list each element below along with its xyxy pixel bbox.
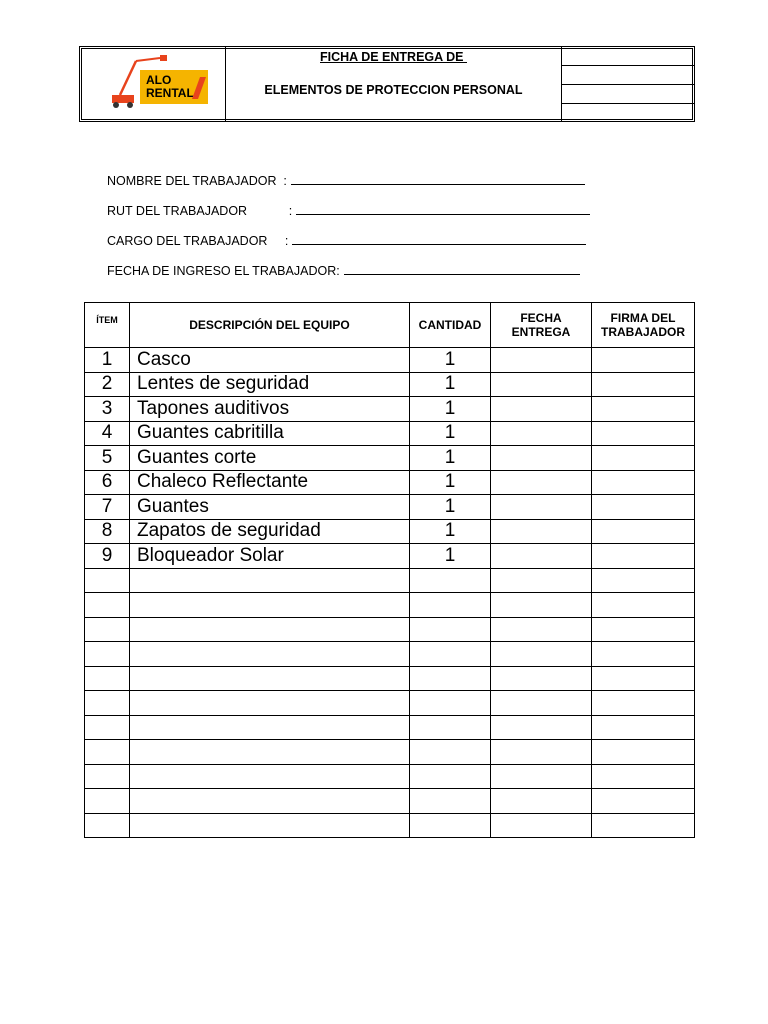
item-firma-cell[interactable]: [592, 642, 695, 667]
code-box: [562, 47, 694, 66]
item-firma-cell[interactable]: [592, 421, 695, 446]
svg-text:RENTAL: RENTAL: [146, 86, 194, 100]
item-fecha-entrega-cell[interactable]: [491, 568, 592, 593]
item-firma-cell[interactable]: [592, 495, 695, 520]
item-description-cell: [130, 789, 410, 814]
field-cargo-line[interactable]: [292, 233, 586, 245]
item-fecha-entrega-cell[interactable]: [491, 764, 592, 789]
item-firma-cell[interactable]: [592, 617, 695, 642]
code-box: [562, 104, 694, 122]
table-row: [85, 813, 695, 838]
item-fecha-entrega-cell[interactable]: [491, 593, 592, 618]
item-fecha-entrega-cell[interactable]: [491, 789, 592, 814]
table-row: [85, 544, 695, 569]
item-firma-cell[interactable]: [592, 691, 695, 716]
field-nombre-line[interactable]: [291, 173, 585, 185]
item-quantity-cell: 1: [410, 421, 491, 446]
field-rut-label: RUT DEL TRABAJADOR :: [107, 204, 293, 218]
item-firma-cell[interactable]: [592, 813, 695, 838]
item-quantity-cell: [410, 593, 491, 618]
item-number-cell: [85, 666, 130, 691]
item-quantity-cell: 1: [410, 348, 491, 373]
item-fecha-entrega-cell[interactable]: [491, 372, 592, 397]
table-row: [85, 397, 695, 422]
col-header-fecha: FECHA ENTREGA: [491, 303, 592, 348]
item-number-cell: [85, 642, 130, 667]
item-description-cell: Zapatos de seguridad: [130, 519, 410, 544]
item-description-cell: Guantes: [130, 495, 410, 520]
item-fecha-entrega-cell[interactable]: [491, 470, 592, 495]
header-title-cell: [226, 47, 562, 121]
item-quantity-cell: [410, 789, 491, 814]
item-number-cell: [85, 789, 130, 814]
item-description-cell: Casco: [130, 348, 410, 373]
field-rut-line[interactable]: [296, 203, 590, 215]
item-quantity-cell: [410, 642, 491, 667]
item-firma-cell[interactable]: [592, 568, 695, 593]
item-firma-cell[interactable]: [592, 764, 695, 789]
item-quantity-cell: [410, 764, 491, 789]
item-fecha-entrega-cell[interactable]: [491, 397, 592, 422]
table-row: [85, 666, 695, 691]
item-description-cell: [130, 666, 410, 691]
item-number-cell: [85, 813, 130, 838]
item-firma-cell[interactable]: [592, 593, 695, 618]
table-row: [85, 715, 695, 740]
form-title-line1: FICHA DE ENTREGA DE: [320, 50, 467, 64]
item-number-cell: 9: [85, 544, 130, 569]
table-row: [85, 495, 695, 520]
table-row: [85, 642, 695, 667]
field-cargo[interactable]: [107, 233, 586, 248]
item-firma-cell[interactable]: [592, 666, 695, 691]
field-fecha-line[interactable]: [344, 263, 580, 275]
item-fecha-entrega-cell[interactable]: [491, 421, 592, 446]
item-firma-cell[interactable]: [592, 544, 695, 569]
item-number-cell: [85, 593, 130, 618]
item-fecha-entrega-cell[interactable]: [491, 666, 592, 691]
item-number-cell: [85, 568, 130, 593]
item-description-cell: [130, 813, 410, 838]
code-box: [562, 85, 694, 104]
item-description-cell: Tapones auditivos: [130, 397, 410, 422]
field-fecha-ingreso[interactable]: [107, 263, 580, 278]
item-description-cell: Lentes de seguridad: [130, 372, 410, 397]
item-description-cell: Guantes cabritilla: [130, 421, 410, 446]
field-nombre-label: NOMBRE DEL TRABAJADOR :: [107, 174, 287, 188]
table-row: [85, 789, 695, 814]
field-rut[interactable]: [107, 203, 590, 218]
item-description-cell: Chaleco Reflectante: [130, 470, 410, 495]
logo-cell: [80, 47, 226, 121]
item-description-cell: [130, 764, 410, 789]
document-header: [79, 46, 695, 122]
svg-text:ALO: ALO: [146, 73, 172, 87]
item-fecha-entrega-cell[interactable]: [491, 715, 592, 740]
item-number-cell: 8: [85, 519, 130, 544]
item-fecha-entrega-cell[interactable]: [491, 495, 592, 520]
item-quantity-cell: 1: [410, 495, 491, 520]
item-number-cell: 4: [85, 421, 130, 446]
table-row: [85, 593, 695, 618]
item-firma-cell[interactable]: [592, 519, 695, 544]
items-table: [84, 302, 695, 838]
item-number-cell: 3: [85, 397, 130, 422]
item-number-cell: [85, 764, 130, 789]
item-quantity-cell: 1: [410, 470, 491, 495]
table-row: [85, 568, 695, 593]
table-row: [85, 348, 695, 373]
table-row: [85, 764, 695, 789]
item-quantity-cell: [410, 691, 491, 716]
item-quantity-cell: 1: [410, 397, 491, 422]
item-description-cell: [130, 642, 410, 667]
item-quantity-cell: [410, 813, 491, 838]
item-quantity-cell: [410, 715, 491, 740]
item-fecha-entrega-cell[interactable]: [491, 642, 592, 667]
item-number-cell: [85, 691, 130, 716]
item-number-cell: 1: [85, 348, 130, 373]
table-row: [85, 421, 695, 446]
item-firma-cell[interactable]: [592, 397, 695, 422]
col-header-firma: FIRMA DEL TRABAJADOR: [592, 303, 695, 348]
item-number-cell: 2: [85, 372, 130, 397]
alo-rental-logo: [80, 47, 226, 121]
item-number-cell: 7: [85, 495, 130, 520]
table-row: [85, 691, 695, 716]
item-number-cell: [85, 617, 130, 642]
item-description-cell: Guantes corte: [130, 446, 410, 471]
item-quantity-cell: [410, 568, 491, 593]
field-cargo-label: CARGO DEL TRABAJADOR :: [107, 234, 289, 248]
table-row: [85, 470, 695, 495]
table-header-row: [85, 303, 695, 348]
item-fecha-entrega-cell[interactable]: [491, 740, 592, 765]
item-quantity-cell: 1: [410, 544, 491, 569]
item-fecha-entrega-cell[interactable]: [491, 691, 592, 716]
item-number-cell: [85, 740, 130, 765]
form-title-line2: ELEMENTOS DE PROTECCION PERSONAL: [264, 83, 523, 97]
item-fecha-entrega-cell[interactable]: [491, 348, 592, 373]
table-row: [85, 372, 695, 397]
item-description-cell: [130, 740, 410, 765]
item-fecha-entrega-cell[interactable]: [491, 519, 592, 544]
item-description-cell: Bloqueador Solar: [130, 544, 410, 569]
item-firma-cell[interactable]: [592, 470, 695, 495]
item-quantity-cell: 1: [410, 372, 491, 397]
col-header-descripcion: DESCRIPCIÓN DEL EQUIPO: [130, 303, 410, 348]
table-row: [85, 519, 695, 544]
item-quantity-cell: 1: [410, 446, 491, 471]
table-row: [85, 617, 695, 642]
item-quantity-cell: [410, 740, 491, 765]
code-box: [562, 66, 694, 85]
header-code-boxes: [562, 47, 694, 121]
item-fecha-entrega-cell[interactable]: [491, 544, 592, 569]
item-firma-cell[interactable]: [592, 446, 695, 471]
item-fecha-entrega-cell[interactable]: [491, 813, 592, 838]
col-header-cantidad: CANTIDAD: [410, 303, 491, 348]
field-fecha-label: FECHA DE INGRESO EL TRABAJADOR:: [107, 264, 340, 278]
item-fecha-entrega-cell[interactable]: [491, 446, 592, 471]
item-quantity-cell: [410, 666, 491, 691]
table-row: [85, 740, 695, 765]
item-description-cell: [130, 593, 410, 618]
item-firma-cell[interactable]: [592, 348, 695, 373]
item-description-cell: [130, 715, 410, 740]
item-firma-cell[interactable]: [592, 372, 695, 397]
item-quantity-cell: [410, 617, 491, 642]
col-header-item: ÍTEM: [85, 303, 130, 348]
item-number-cell: 6: [85, 470, 130, 495]
item-number-cell: 5: [85, 446, 130, 471]
item-number-cell: [85, 715, 130, 740]
table-row: [85, 446, 695, 471]
item-description-cell: [130, 568, 410, 593]
item-firma-cell[interactable]: [592, 715, 695, 740]
item-description-cell: [130, 617, 410, 642]
item-description-cell: [130, 691, 410, 716]
item-firma-cell[interactable]: [592, 789, 695, 814]
item-fecha-entrega-cell[interactable]: [491, 617, 592, 642]
item-quantity-cell: 1: [410, 519, 491, 544]
item-firma-cell[interactable]: [592, 740, 695, 765]
field-nombre[interactable]: [107, 173, 585, 188]
